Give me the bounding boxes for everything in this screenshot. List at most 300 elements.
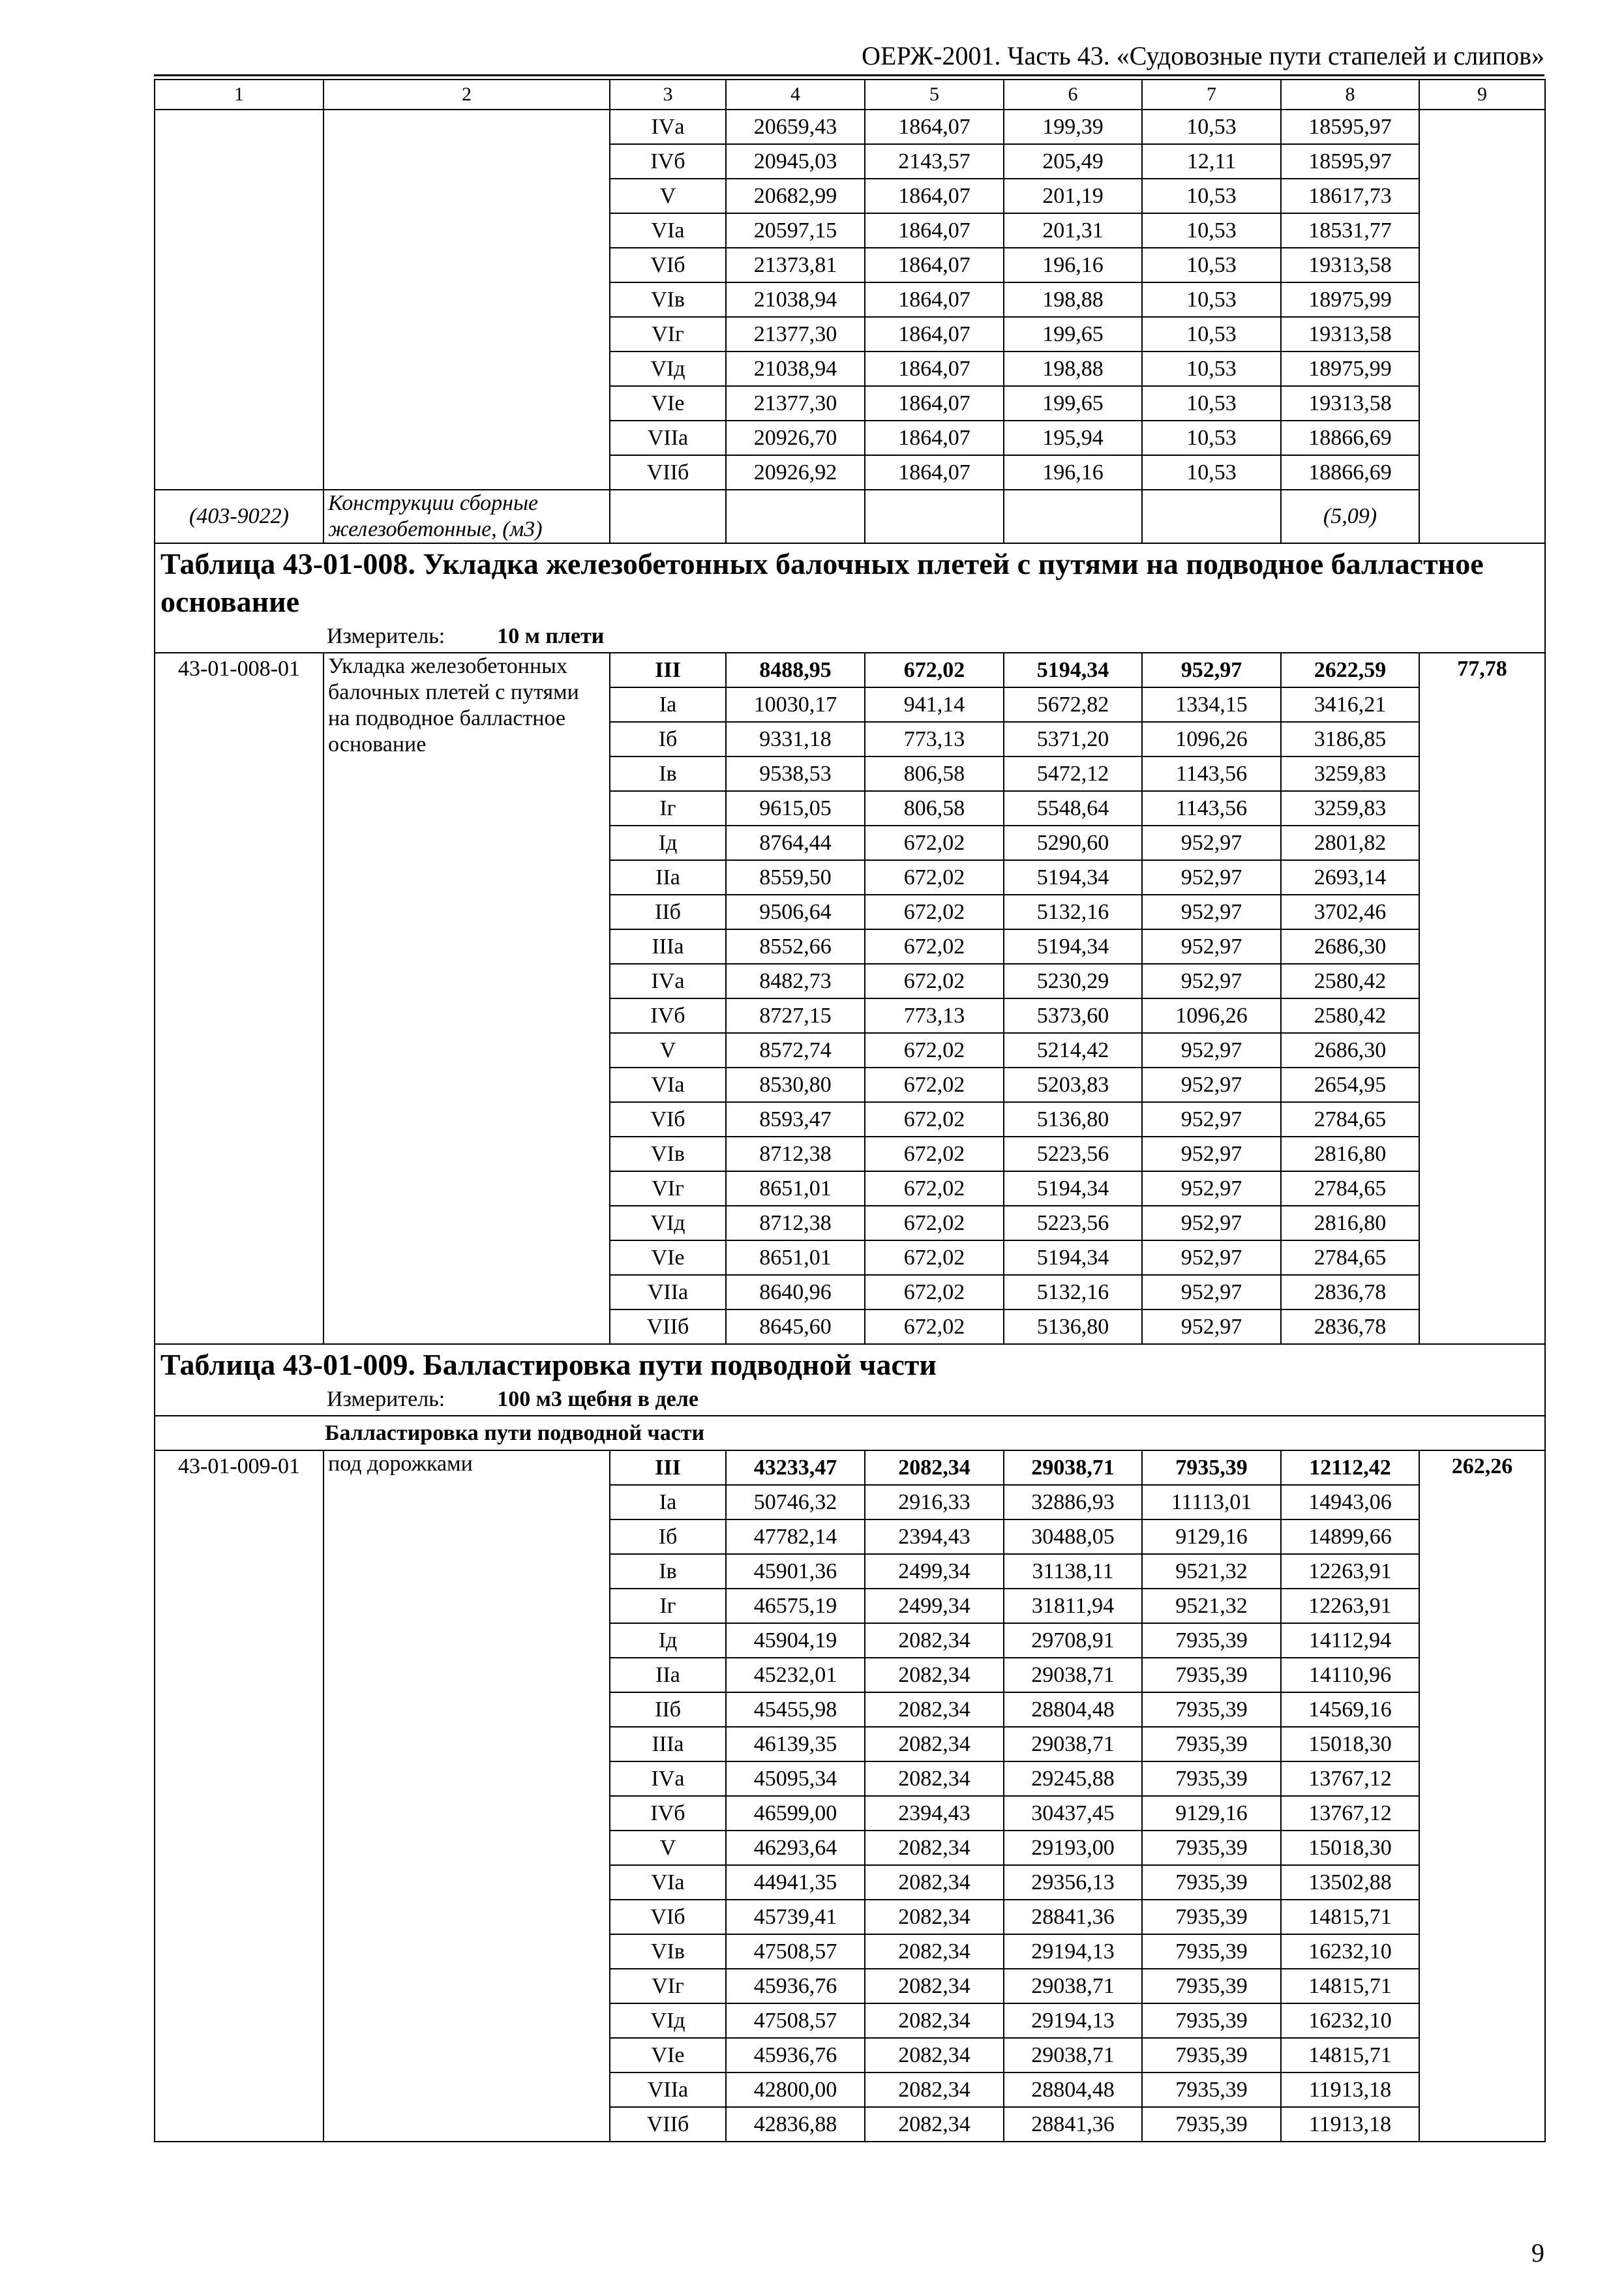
value-cell: 2816,80 (1281, 1137, 1419, 1171)
value-cell: 18975,99 (1281, 352, 1419, 386)
value-cell: 42800,00 (726, 2072, 865, 2107)
zone-cell: V (610, 179, 726, 213)
value-cell: 1143,56 (1142, 791, 1281, 826)
section-row-table008 (155, 543, 1545, 653)
value-cell: 8764,44 (726, 826, 865, 860)
value-cell: 29038,71 (1004, 1450, 1142, 1485)
value-cell: 29194,13 (1004, 1934, 1142, 1969)
value-cell: 8488,95 (726, 653, 865, 687)
value-cell: 30437,45 (1004, 1796, 1142, 1831)
zone-cell: VIе (610, 1240, 726, 1275)
zone-cell: VIб (610, 248, 726, 282)
value-cell: 952,97 (1142, 1309, 1281, 1344)
value-cell: 672,02 (865, 1240, 1004, 1275)
zone-cell: VIIа (610, 1275, 726, 1309)
value-cell: 14943,06 (1281, 1485, 1419, 1519)
value-cell: 13502,88 (1281, 1865, 1419, 1900)
zone-cell: Iб (610, 1519, 726, 1554)
value-cell: 672,02 (865, 860, 1004, 895)
empty-cell (1142, 490, 1281, 543)
value-cell: 14815,71 (1281, 1900, 1419, 1934)
value-cell: 11913,18 (1281, 2107, 1419, 2142)
value-cell: 19313,58 (1281, 317, 1419, 352)
value-cell: 10,53 (1142, 352, 1281, 386)
value-cell: 21373,81 (726, 248, 865, 282)
value-cell: 46293,64 (726, 1831, 865, 1865)
value-cell: 7935,39 (1142, 2038, 1281, 2072)
value-cell: 45904,19 (726, 1623, 865, 1658)
value-cell: 10,53 (1142, 317, 1281, 352)
zone-cell: VIIб (610, 1309, 726, 1344)
value-cell: 672,02 (865, 653, 1004, 687)
value-cell: 28841,36 (1004, 2107, 1142, 2142)
empty-cell (155, 110, 323, 490)
value-cell: 199,39 (1004, 110, 1142, 144)
zone-cell: IIIа (610, 929, 726, 964)
value-cell: 45936,76 (726, 1969, 865, 2003)
value-cell: 7935,39 (1142, 2072, 1281, 2107)
zone-cell: IVб (610, 144, 726, 179)
value-cell: 1334,15 (1142, 687, 1281, 722)
value-cell: 9538,53 (726, 756, 865, 791)
zone-cell: VIд (610, 352, 726, 386)
value-cell: 10030,17 (726, 687, 865, 722)
value-cell: 201,31 (1004, 213, 1142, 248)
value-cell: 806,58 (865, 791, 1004, 826)
value-cell: 1864,07 (865, 386, 1004, 421)
value-cell: 2801,82 (1281, 826, 1419, 860)
value-cell: 5203,83 (1004, 1068, 1142, 1102)
meter-line (160, 622, 1539, 651)
zone-cell: VIб (610, 1102, 726, 1137)
rate-name: Укладка железобетонных балочных плетей с путями на подводное балластное основание (323, 653, 610, 1344)
value-cell: 2836,78 (1281, 1309, 1419, 1344)
value-cell: 20945,03 (726, 144, 865, 179)
value-cell: 1864,07 (865, 317, 1004, 352)
value-cell: 2082,34 (865, 2107, 1004, 2142)
zone-cell: VIв (610, 1137, 726, 1171)
value-cell: 14815,71 (1281, 1969, 1419, 2003)
value-cell: 29356,13 (1004, 1865, 1142, 1900)
value-cell: 941,14 (865, 687, 1004, 722)
zone-cell: VIв (610, 1934, 726, 1969)
value-cell: 13767,12 (1281, 1761, 1419, 1796)
value-cell: 5136,80 (1004, 1309, 1142, 1344)
value-cell: 672,02 (865, 1068, 1004, 1102)
section-header (155, 543, 1545, 653)
value-cell: 672,02 (865, 826, 1004, 860)
zone-cell: VIа (610, 1068, 726, 1102)
value-cell: 10,53 (1142, 421, 1281, 455)
value-cell: 29038,71 (1004, 2038, 1142, 2072)
value-cell: 2784,65 (1281, 1171, 1419, 1206)
zone-cell: VIе (610, 2038, 726, 2072)
value-cell: 672,02 (865, 1137, 1004, 1171)
value-cell: 672,02 (865, 1171, 1004, 1206)
value-cell: 11113,01 (1142, 1485, 1281, 1519)
value-cell: 672,02 (865, 1206, 1004, 1240)
value-cell: 2082,34 (865, 1727, 1004, 1761)
empty-cell (1419, 110, 1545, 543)
empty-cell (610, 490, 726, 543)
value-cell: 13767,12 (1281, 1796, 1419, 1831)
value-cell: 1864,07 (865, 455, 1004, 490)
column-number: 6 (1004, 80, 1142, 110)
value-cell: 46599,00 (726, 1796, 865, 1831)
value-cell: 672,02 (865, 895, 1004, 929)
value-cell: 12112,42 (1281, 1450, 1419, 1485)
value-cell: 3416,21 (1281, 687, 1419, 722)
section-header (155, 1344, 1545, 1416)
zone-cell: IVб (610, 1796, 726, 1831)
value-cell: 5194,34 (1004, 929, 1142, 964)
empty-cell (726, 490, 865, 543)
value-cell: 14815,71 (1281, 2038, 1419, 2072)
value-cell: 18595,97 (1281, 144, 1419, 179)
page-number: 9 (1531, 2238, 1544, 2267)
value-cell: 5132,16 (1004, 895, 1142, 929)
value-cell: 45095,34 (726, 1761, 865, 1796)
value-cell: 10,53 (1142, 386, 1281, 421)
value-cell: 5290,60 (1004, 826, 1142, 860)
value-cell: 18531,77 (1281, 213, 1419, 248)
zone-cell: Iг (610, 791, 726, 826)
value-cell: 2580,42 (1281, 964, 1419, 998)
zone-cell: VIг (610, 1171, 726, 1206)
value-cell: 5672,82 (1004, 687, 1142, 722)
value-cell: 2082,34 (865, 1900, 1004, 1934)
value-cell: 44941,35 (726, 1865, 865, 1900)
value-cell: 2082,34 (865, 1450, 1004, 1485)
value-cell: 1143,56 (1142, 756, 1281, 791)
value-cell: 18595,97 (1281, 110, 1419, 144)
value-cell: 2082,34 (865, 2038, 1004, 2072)
value-cell: 1096,26 (1142, 998, 1281, 1033)
meter-label: Измеритель: (327, 1387, 445, 1411)
zone-cell: V (610, 1033, 726, 1068)
value-cell: 952,97 (1142, 929, 1281, 964)
column-number-row (155, 80, 1545, 110)
value-cell: 47508,57 (726, 1934, 865, 1969)
value-cell: 672,02 (865, 1033, 1004, 1068)
value-cell: 10,53 (1142, 455, 1281, 490)
value-cell: 5472,12 (1004, 756, 1142, 791)
value-cell: 19313,58 (1281, 386, 1419, 421)
value-cell: 45936,76 (726, 2038, 865, 2072)
value-cell: 672,02 (865, 1275, 1004, 1309)
value-cell: 199,65 (1004, 317, 1142, 352)
header-rule (154, 74, 1544, 76)
value-cell: 2784,65 (1281, 1240, 1419, 1275)
value-cell: 3702,46 (1281, 895, 1419, 929)
value-cell: 14110,96 (1281, 1658, 1419, 1692)
value-cell: 28804,48 (1004, 2072, 1142, 2107)
value-cell: 2499,34 (865, 1554, 1004, 1589)
value-cell: 18866,69 (1281, 455, 1419, 490)
value-cell: 2082,34 (865, 1623, 1004, 1658)
zone-cell: Iб (610, 722, 726, 756)
value-cell: 10,53 (1142, 213, 1281, 248)
zone-cell: VIв (610, 282, 726, 317)
value-cell: 20597,15 (726, 213, 865, 248)
zone-cell: VIа (610, 213, 726, 248)
zone-cell: IIб (610, 895, 726, 929)
value-cell: 21038,94 (726, 282, 865, 317)
value-cell: 952,97 (1142, 895, 1281, 929)
empty-cell (323, 110, 610, 490)
value-cell: 5194,34 (1004, 653, 1142, 687)
value-cell: 8552,66 (726, 929, 865, 964)
value-cell: 2082,34 (865, 2072, 1004, 2107)
zone-cell: VIд (610, 2003, 726, 2038)
zone-cell: IIб (610, 1692, 726, 1727)
value-cell: 20682,99 (726, 179, 865, 213)
value-cell: 5548,64 (1004, 791, 1142, 826)
value-cell: 2394,43 (865, 1796, 1004, 1831)
value-cell: 205,49 (1004, 144, 1142, 179)
resource-code: (403-9022) (155, 490, 323, 543)
value-cell: 43233,47 (726, 1450, 865, 1485)
value-cell: 5194,34 (1004, 1171, 1142, 1206)
meter-value: 10 м плети (497, 624, 605, 648)
value-cell: 5132,16 (1004, 1275, 1142, 1309)
value-cell: 10,53 (1142, 179, 1281, 213)
value-cell: 29038,71 (1004, 1727, 1142, 1761)
zone-cell: IVа (610, 1761, 726, 1796)
value-cell: 12263,91 (1281, 1554, 1419, 1589)
value-cell: 952,97 (1142, 1137, 1281, 1171)
value-cell: 14112,94 (1281, 1623, 1419, 1658)
value-cell: 2693,14 (1281, 860, 1419, 895)
value-cell: 1864,07 (865, 282, 1004, 317)
value-cell: 28804,48 (1004, 1692, 1142, 1727)
value-cell: 1864,07 (865, 213, 1004, 248)
value-cell: 18866,69 (1281, 421, 1419, 455)
value-cell: 952,97 (1142, 1171, 1281, 1206)
column-number: 5 (865, 80, 1004, 110)
value-cell: 14899,66 (1281, 1519, 1419, 1554)
value-cell: 5223,56 (1004, 1137, 1142, 1171)
value-cell: 46575,19 (726, 1589, 865, 1623)
value-cell: 8530,80 (726, 1068, 865, 1102)
labor-value: 77,78 (1419, 653, 1545, 1344)
note-row (155, 490, 1545, 543)
value-cell: 19313,58 (1281, 248, 1419, 282)
value-cell: 773,13 (865, 998, 1004, 1033)
zone-cell: VIIа (610, 421, 726, 455)
value-cell: 5371,20 (1004, 722, 1142, 756)
value-cell: 16232,10 (1281, 1934, 1419, 1969)
value-cell: 21377,30 (726, 317, 865, 352)
value-cell: 2654,95 (1281, 1068, 1419, 1102)
value-cell: 2082,34 (865, 1865, 1004, 1900)
value-cell: 12263,91 (1281, 1589, 1419, 1623)
value-cell: 45455,98 (726, 1692, 865, 1727)
value-cell: 5136,80 (1004, 1102, 1142, 1137)
value-cell: 7935,39 (1142, 1623, 1281, 1658)
value-cell: 201,19 (1004, 179, 1142, 213)
rate-code: 43-01-009-01 (155, 1450, 323, 2142)
value-cell: 8651,01 (726, 1240, 865, 1275)
value-cell: 20926,92 (726, 455, 865, 490)
value-cell: 29245,88 (1004, 1761, 1142, 1796)
value-cell: 952,97 (1142, 1102, 1281, 1137)
value-cell: 2082,34 (865, 1761, 1004, 1796)
value-cell: 15018,30 (1281, 1831, 1419, 1865)
value-cell: 2916,33 (865, 1485, 1004, 1519)
value-cell: 672,02 (865, 929, 1004, 964)
rate-name: под дорожками (323, 1450, 610, 2142)
value-cell: 8727,15 (726, 998, 865, 1033)
value-cell: 9506,64 (726, 895, 865, 929)
value-cell: 45901,36 (726, 1554, 865, 1589)
zone-cell: VIг (610, 1969, 726, 2003)
value-cell: 9521,32 (1142, 1554, 1281, 1589)
value-cell: 31138,11 (1004, 1554, 1142, 1589)
value-cell: 952,97 (1142, 860, 1281, 895)
value-cell: 12,11 (1142, 144, 1281, 179)
table-title: Таблица 43-01-009. Балластировка пути подводной части (160, 1348, 937, 1381)
value-cell: 195,94 (1004, 421, 1142, 455)
value-cell: 198,88 (1004, 282, 1142, 317)
value-cell: 2082,34 (865, 1831, 1004, 1865)
zone-cell: Iа (610, 1485, 726, 1519)
column-number: 2 (323, 80, 610, 110)
value-cell: 7935,39 (1142, 2003, 1281, 2038)
zone-cell: VIIб (610, 455, 726, 490)
value-cell: 30488,05 (1004, 1519, 1142, 1554)
resource-name: Конструкции сборные железобетонные, (м3) (323, 490, 610, 543)
value-cell: 47782,14 (726, 1519, 865, 1554)
value-cell: 2143,57 (865, 144, 1004, 179)
meter-label: Измеритель: (327, 624, 445, 648)
value-cell: 2580,42 (1281, 998, 1419, 1033)
page-header: ОЕРЖ-2001. Часть 43. «Судовозные пути стапелей и слипов» (862, 41, 1544, 70)
meter-value: 100 м3 щебня в деле (497, 1387, 699, 1411)
value-cell: 5373,60 (1004, 998, 1142, 1033)
value-cell: 3186,85 (1281, 722, 1419, 756)
value-cell: 20659,43 (726, 110, 865, 144)
value-cell: 1864,07 (865, 352, 1004, 386)
value-cell: 8572,74 (726, 1033, 865, 1068)
value-cell: 952,97 (1142, 1068, 1281, 1102)
zone-cell: VIб (610, 1900, 726, 1934)
value-cell: 9129,16 (1142, 1796, 1281, 1831)
value-cell: 7935,39 (1142, 1969, 1281, 2003)
value-cell: 672,02 (865, 1309, 1004, 1344)
value-cell: 2816,80 (1281, 1206, 1419, 1240)
empty-cell (865, 490, 1004, 543)
value-cell: 9331,18 (726, 722, 865, 756)
zone-cell: IIа (610, 1658, 726, 1692)
value-cell: 2622,59 (1281, 653, 1419, 687)
column-number: 1 (155, 80, 323, 110)
value-cell: 29038,71 (1004, 1969, 1142, 2003)
column-number: 9 (1419, 80, 1545, 110)
value-cell: 5223,56 (1004, 1206, 1142, 1240)
value-cell: 2082,34 (865, 1969, 1004, 2003)
value-cell: 952,97 (1142, 1206, 1281, 1240)
value-cell: 7935,39 (1142, 1727, 1281, 1761)
table-row (155, 653, 1545, 687)
value-cell: 1864,07 (865, 179, 1004, 213)
value-cell: 8482,73 (726, 964, 865, 998)
value-cell: 2082,34 (865, 2003, 1004, 2038)
column-number: 3 (610, 80, 726, 110)
value-cell: 2686,30 (1281, 1033, 1419, 1068)
value-cell: 29194,13 (1004, 2003, 1142, 2038)
value-cell: 18617,73 (1281, 179, 1419, 213)
value-cell: 952,97 (1142, 1033, 1281, 1068)
value-cell: 28841,36 (1004, 1900, 1142, 1934)
zone-cell: VIе (610, 386, 726, 421)
value-cell: 2784,65 (1281, 1102, 1419, 1137)
labor-value: 262,26 (1419, 1450, 1545, 2142)
value-cell: 18975,99 (1281, 282, 1419, 317)
zone-cell: Iд (610, 826, 726, 860)
table-row (155, 1450, 1545, 1485)
value-cell: 2394,43 (865, 1519, 1004, 1554)
value-cell: 11913,18 (1281, 2072, 1419, 2107)
value-cell: 42836,88 (726, 2107, 865, 2142)
value-cell: 10,53 (1142, 110, 1281, 144)
value-cell: 952,97 (1142, 1275, 1281, 1309)
value-cell: 196,16 (1004, 455, 1142, 490)
value-cell: 196,16 (1004, 248, 1142, 282)
value-cell: 7935,39 (1142, 1658, 1281, 1692)
zone-cell: III (610, 653, 726, 687)
zone-cell: IVа (610, 964, 726, 998)
value-cell: 806,58 (865, 756, 1004, 791)
value-cell: 16232,10 (1281, 2003, 1419, 2038)
value-cell: 7935,39 (1142, 1900, 1281, 1934)
zone-cell: IVб (610, 998, 726, 1033)
value-cell: 3259,83 (1281, 756, 1419, 791)
value-cell: 8559,50 (726, 860, 865, 895)
value-cell: 21038,94 (726, 352, 865, 386)
rates-table (154, 79, 1546, 2142)
value-cell: 952,97 (1142, 964, 1281, 998)
table-row (155, 110, 1545, 144)
subheading: Балластировка пути подводной части (155, 1416, 1545, 1450)
value-cell: 7935,39 (1142, 1450, 1281, 1485)
value-cell: 2082,34 (865, 1658, 1004, 1692)
value-cell: 32886,93 (1004, 1485, 1142, 1519)
value-cell: 8645,60 (726, 1309, 865, 1344)
value-cell: 3259,83 (1281, 791, 1419, 826)
value-cell: 2686,30 (1281, 929, 1419, 964)
value-cell: 15018,30 (1281, 1727, 1419, 1761)
zone-cell: Iв (610, 756, 726, 791)
value-cell: 45739,41 (726, 1900, 865, 1934)
value-cell: 7935,39 (1142, 1865, 1281, 1900)
value-cell: 47508,57 (726, 2003, 865, 2038)
value-cell: 952,97 (1142, 1240, 1281, 1275)
zone-cell: VIIб (610, 2107, 726, 2142)
value-cell: 2499,34 (865, 1589, 1004, 1623)
value-cell: 5230,29 (1004, 964, 1142, 998)
section-row-table009 (155, 1344, 1545, 1416)
value-cell: 29038,71 (1004, 1658, 1142, 1692)
zone-cell: Iд (610, 1623, 726, 1658)
value-cell: 952,97 (1142, 826, 1281, 860)
value-cell: 1096,26 (1142, 722, 1281, 756)
value-cell: 1864,07 (865, 110, 1004, 144)
value-cell: 9521,32 (1142, 1589, 1281, 1623)
value-cell: 773,13 (865, 722, 1004, 756)
value-cell: 7935,39 (1142, 1831, 1281, 1865)
column-number: 8 (1281, 80, 1419, 110)
